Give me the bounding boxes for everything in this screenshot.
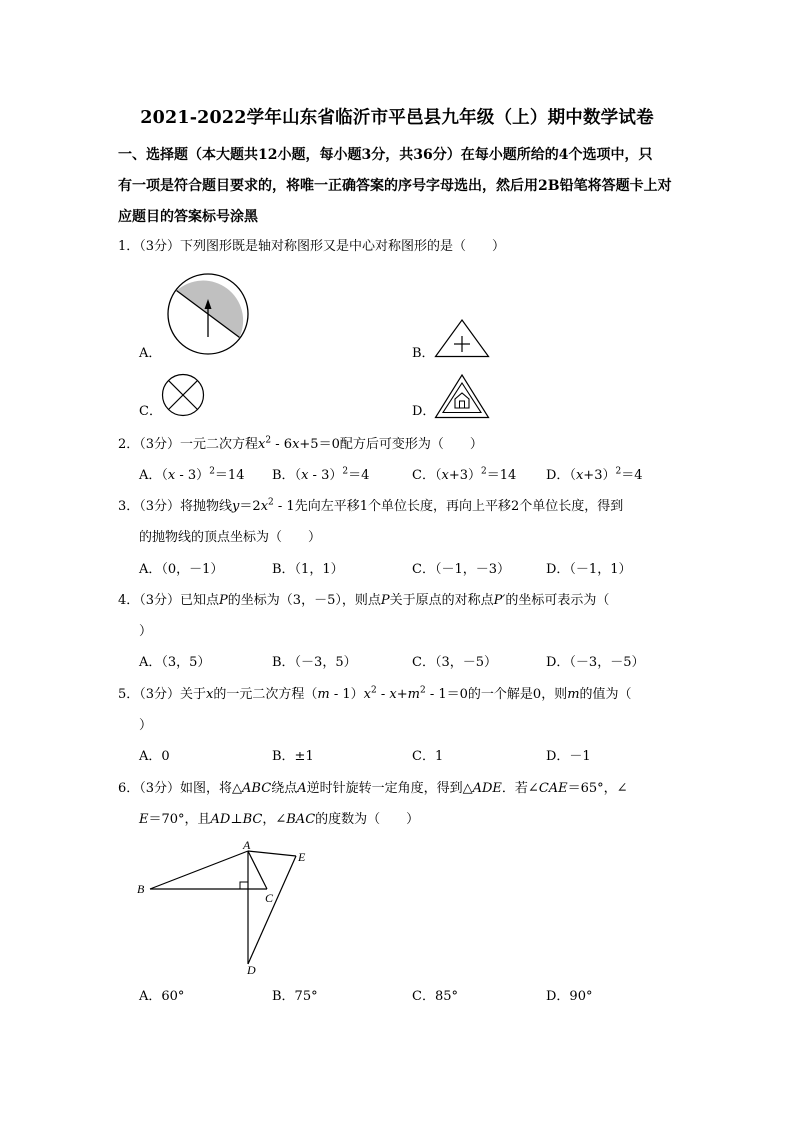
section-heading-line-2: 有一项是符合题目要求的，将唯一正确答案的序号字母选出，然后用2B铅笔将答题卡上对: [118, 178, 672, 194]
question-1-stem: 1．（3分）下列图形既是轴对称图形又是中心对称图形的是（ ）: [118, 239, 506, 254]
question-4-stem-line-1: 4．（3分）已知点P的坐标为（3，－5），则点P关于原点的对称点P′的坐标可表示为（: [118, 593, 610, 608]
q6-option-c: C．85°: [412, 989, 458, 1004]
q5-option-a: A．0: [139, 749, 170, 764]
question-5-stem-line-1: 5．（3分）关于x的一元二次方程$(m - 1)x^2 - x+m^2 - 1=0$的一个解是0，则m的值为（: [118, 685, 632, 702]
q6-segment-ae: [248, 851, 296, 856]
question-6-stem-line-2: E＝70°，且AD⊥BC，∠BAC的度数为（ ）: [139, 812, 420, 827]
q5-option-d: D．－1: [546, 749, 591, 764]
q6-label-a: A: [243, 838, 251, 852]
q6-segment-ab: [150, 851, 248, 889]
question-6-stem-line-1: 6．（3分）如图，将△ABC绕点A逆时针旋转一定角度，得到△ADE．若∠CAE＝65°，∠: [118, 781, 628, 796]
q1-figure-d: [434, 374, 490, 419]
q6-label-d: D: [247, 963, 256, 977]
q2-option-a: A．（x - 3）$^2$＝14: [139, 466, 245, 483]
q6-right-angle-mark: [240, 882, 248, 889]
q1-option-d-label: D．: [412, 404, 436, 419]
q6-option-d: D．90°: [546, 989, 593, 1004]
q5-option-c: C．1: [412, 749, 444, 764]
q4-option-c: C．（3，－5）: [412, 655, 497, 670]
q2-option-d: D．$(x+3)^2=4$: [546, 466, 643, 483]
q6-option-a: A．60°: [139, 989, 185, 1004]
q3-option-d: D．（－1，1）: [546, 562, 632, 577]
question-5-stem-line-2: ）: [139, 718, 153, 733]
q6-segment-de: [248, 856, 296, 964]
section-heading-line-1: 一、选择题（本大题共12小题，每小题3分，共36分）在每小题所给的4个选项中，只: [118, 147, 653, 163]
q2-option-b: B．（x - 3）$^2$＝4: [272, 466, 370, 483]
q1-option-a-label: A．: [139, 346, 162, 361]
q6-option-b: B．75°: [272, 989, 318, 1004]
q3-option-c: C．（－1，－3）: [412, 562, 510, 577]
q1-figure-d-door: [460, 401, 465, 408]
q2-option-c: C．$(x+3)^2=14$: [412, 466, 517, 483]
q6-label-c: C: [265, 891, 274, 905]
page-title: 2021-2022学年山东省临沂市平邑县九年级（上）期中数学试卷: [140, 108, 654, 128]
question-4-stem-line-2: ）: [139, 624, 153, 639]
section-heading-line-3: 应题目的答案标号涂黑: [118, 209, 258, 225]
question-2-stem: 2．（3分）一元二次方程$x^2 - 6x+5=0$配方后可变形为（ ）: [118, 435, 483, 452]
q4-option-d: D．（－3，－5）: [546, 655, 645, 670]
q1-option-c-label: C．: [139, 404, 162, 419]
q3-option-b: B．（1，1）: [272, 562, 344, 577]
q1-option-b-label: B．: [412, 346, 435, 361]
q1-figure-a: [167, 273, 249, 355]
q1-figure-c: [161, 373, 205, 417]
q4-option-a: A．（3，5）: [139, 655, 211, 670]
q6-figure: [136, 836, 316, 981]
question-3-stem-line-2: 的抛物线的顶点坐标为（ ）: [139, 530, 322, 545]
q3-option-a: A．（0，－1）: [139, 562, 224, 577]
q4-option-b: B．（－3，5）: [272, 655, 357, 670]
q1-figure-b: [434, 319, 490, 358]
q5-option-b: B．±1: [272, 749, 314, 764]
q6-label-b: B: [137, 882, 145, 896]
q6-segment-ac: [248, 851, 267, 889]
question-3-stem-line-1: 3．（3分）将抛物线$y=2x^2 - 1$先向左平移1个单位长度，再向上平移2个单位长度，得到: [118, 497, 624, 514]
q6-label-e: E: [298, 850, 306, 864]
